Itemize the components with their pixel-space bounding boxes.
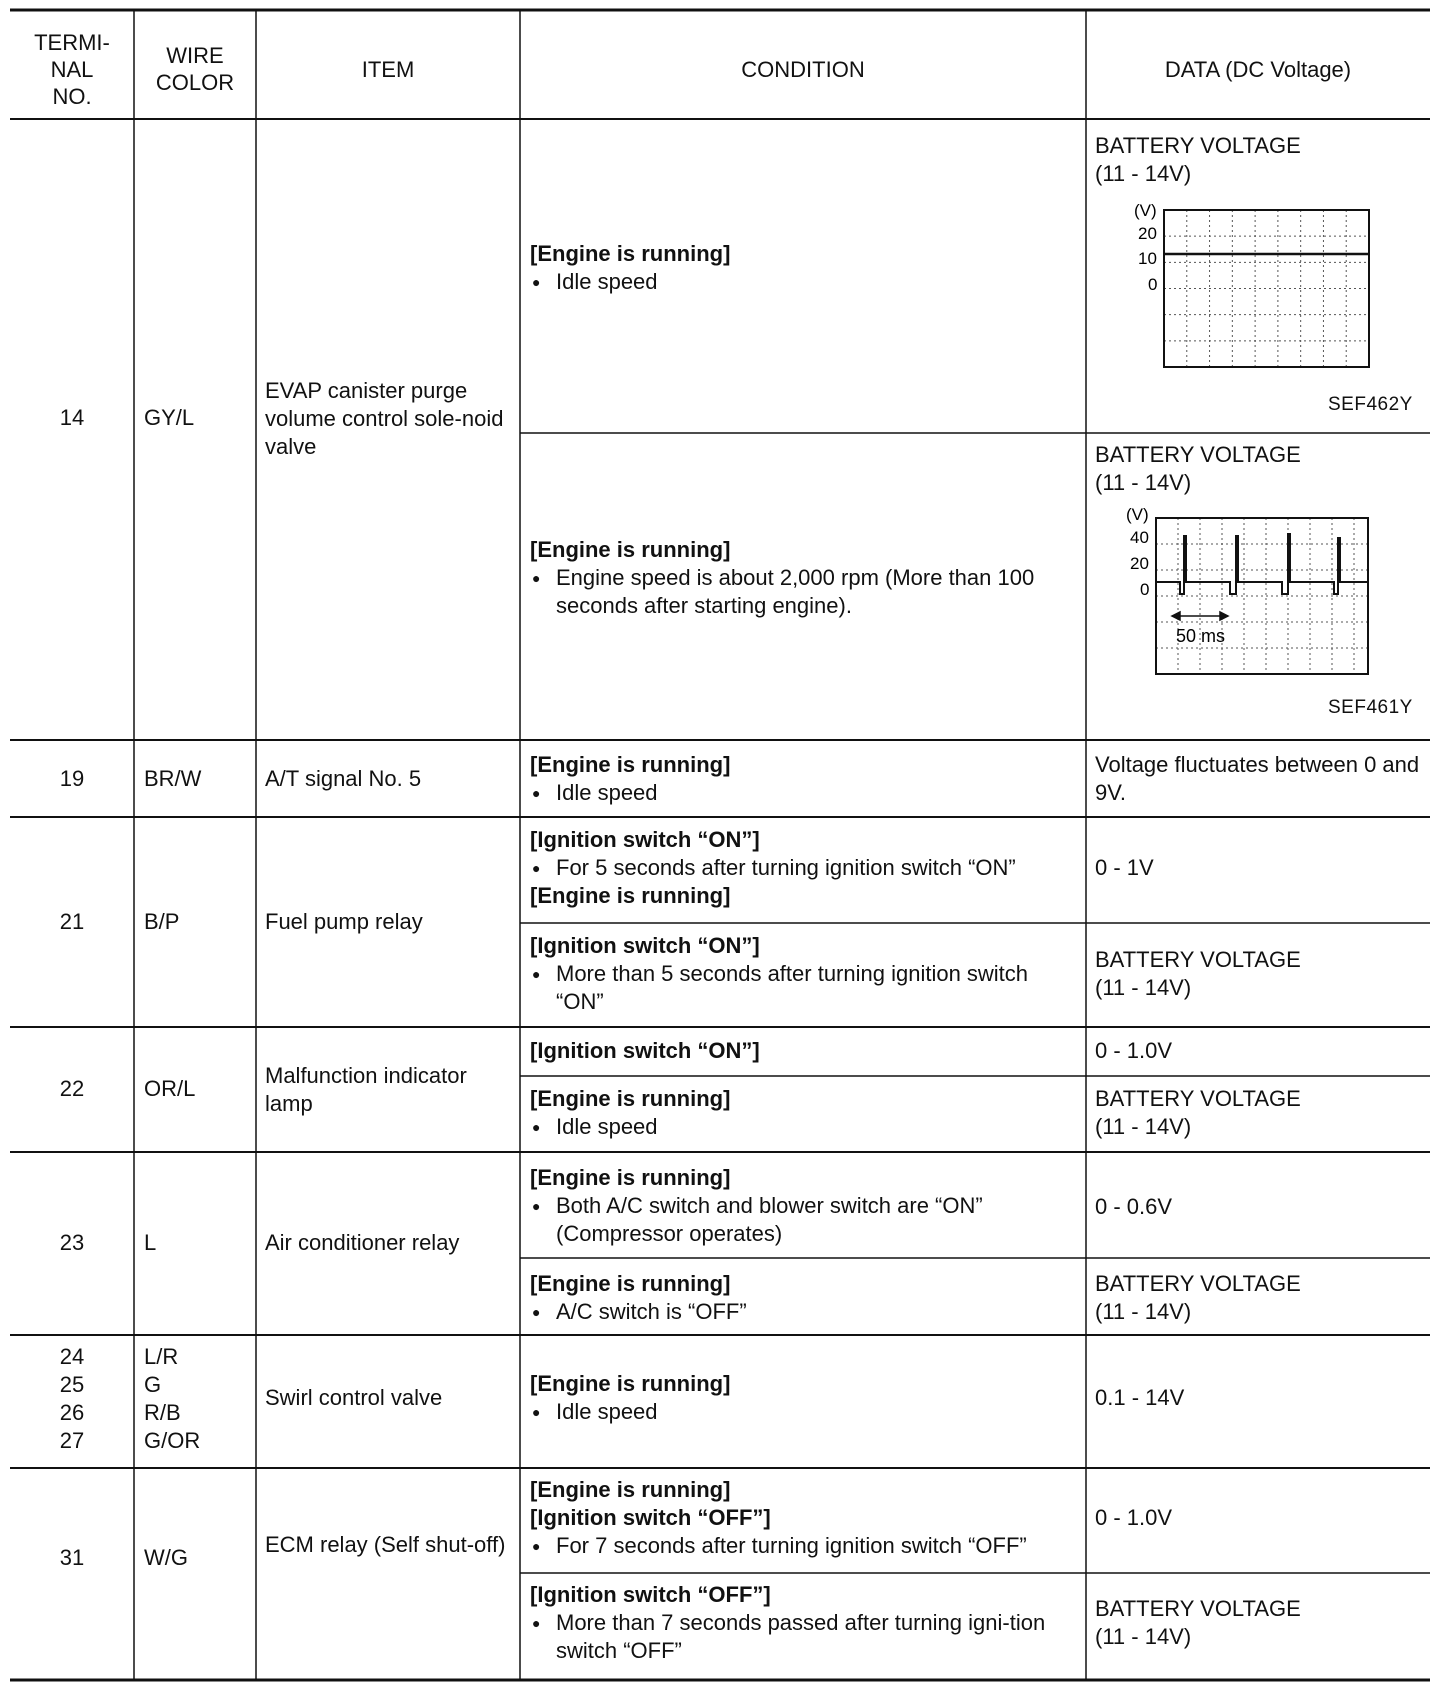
header-terminal-no	[10, 22, 134, 116]
condition-heading: [Engine is running]	[530, 1477, 731, 1502]
condition-bullet: ● For 5 seconds after turning ignition switch “ON”	[530, 854, 1080, 882]
wire-color: W/G	[144, 1545, 188, 1570]
condition	[520, 932, 1086, 1016]
data-line: (11 - 14V)	[1095, 161, 1192, 186]
condition-bullet: ● Both A/C switch and blower switch are “ON” (Compressor operates)	[530, 1192, 1080, 1248]
header-terminal-line1: TERMI-	[34, 29, 110, 55]
condition	[520, 1370, 1086, 1426]
condition-bullet: ● Idle speed	[530, 1398, 1080, 1426]
condition-heading: [Engine is running]	[530, 1165, 731, 1190]
item-name: Swirl control valve	[265, 1385, 443, 1410]
graph-unit: (V)	[1126, 505, 1149, 524]
graph-tick: 20	[1130, 554, 1149, 573]
condition-bullet: ● A/C switch is “OFF”	[530, 1298, 1080, 1326]
data-value: Voltage fluctuates between 0 and 9V.	[1095, 752, 1420, 805]
wire-color-list	[134, 1343, 256, 1455]
item-name: EVAP canister purge volume control sole-noid valve	[265, 378, 504, 459]
data-line: BATTERY VOLTAGE	[1095, 947, 1301, 972]
condition-bullet: ● Idle speed	[530, 268, 1080, 296]
condition	[520, 1164, 1086, 1248]
header-terminal-line3: NO.	[52, 83, 92, 109]
header-wire-line2: COLOR	[155, 70, 235, 95]
oscilloscope-graph-idle	[1110, 192, 1370, 372]
terminal-no: 31	[59, 1545, 85, 1570]
graph-tick: 10	[1138, 249, 1157, 268]
wire-color: BR/W	[144, 766, 202, 791]
terminal-no: 22	[59, 1076, 85, 1101]
condition-heading: [Engine is running]	[530, 752, 731, 777]
ecm-terminal-table	[10, 8, 1430, 1684]
data-value: 0 - 0.6V	[1095, 1194, 1173, 1219]
header-condition: CONDITION	[741, 56, 865, 82]
wire-color: R/B	[144, 1400, 181, 1425]
wire-color: L	[144, 1230, 157, 1255]
data-line: (11 - 14V)	[1095, 1299, 1192, 1324]
data-value	[1086, 132, 1430, 188]
condition-bullet: ● Idle speed	[530, 1113, 1080, 1141]
terminal-no: 27	[59, 1428, 85, 1453]
condition-heading: [Engine is running]	[530, 883, 731, 908]
condition-bullet: ● Engine speed is about 2,000 rpm (More than 100 seconds after starting engine).	[530, 564, 1080, 620]
graph-scale-label: 50 ms	[1176, 626, 1226, 646]
graph-tick: 0	[1148, 275, 1158, 294]
wire-color: OR/L	[144, 1076, 196, 1101]
graph-tick: 20	[1138, 224, 1157, 243]
terminal-no: 14	[59, 405, 85, 430]
graph-tick: 0	[1140, 580, 1150, 599]
condition-heading: [Engine is running]	[530, 1371, 731, 1396]
header-data: DATA (DC Voltage)	[1164, 56, 1352, 82]
condition-heading: [Ignition switch “OFF”]	[530, 1505, 771, 1530]
data-value	[1086, 946, 1430, 1002]
data-line: BATTERY VOLTAGE	[1095, 1086, 1301, 1111]
terminal-no: 26	[59, 1400, 85, 1425]
data-value	[1086, 441, 1430, 497]
oscilloscope-graph-2000rpm	[1110, 498, 1370, 698]
terminal-no: 23	[59, 1230, 85, 1255]
wire-color: B/P	[144, 909, 180, 934]
wire-color: G	[144, 1372, 162, 1397]
wire-color: G/OR	[144, 1428, 201, 1453]
data-line: (11 - 14V)	[1095, 1114, 1192, 1139]
item-name: ECM relay (Self shut-off)	[265, 1532, 506, 1557]
data-line: BATTERY VOLTAGE	[1095, 1596, 1301, 1621]
data-value	[1086, 1085, 1430, 1141]
item-name: A/T signal No. 5	[265, 766, 422, 791]
condition-bullet: ● Idle speed	[530, 779, 1080, 807]
header-terminal-line2: NAL	[50, 56, 94, 82]
condition-heading: [Engine is running]	[530, 1271, 731, 1296]
data-line: (11 - 14V)	[1095, 470, 1192, 495]
condition	[520, 751, 1086, 807]
condition-bullet: ● More than 5 seconds after turning ignition switch “ON”	[530, 960, 1080, 1016]
condition	[520, 826, 1086, 910]
data-value: 0 - 1V	[1095, 855, 1154, 880]
condition-bullet: ● More than 7 seconds passed after turning igni-tion switch “OFF”	[530, 1609, 1080, 1665]
condition-heading: [Ignition switch “OFF”]	[530, 1582, 771, 1607]
terminal-no: 21	[59, 909, 85, 934]
condition-heading: [Ignition switch “ON”]	[530, 1038, 760, 1063]
figure-code: SEF462Y	[1328, 394, 1413, 415]
graph-unit: (V)	[1134, 201, 1157, 220]
data-line: BATTERY VOLTAGE	[1095, 1271, 1301, 1296]
condition	[520, 240, 1086, 296]
item-name: Air conditioner relay	[265, 1230, 460, 1255]
graph-tick: 40	[1130, 528, 1149, 547]
data-value: 0 - 1.0V	[1095, 1505, 1173, 1530]
data-line: (11 - 14V)	[1095, 1624, 1192, 1649]
data-value: 0.1 - 14V	[1095, 1385, 1185, 1410]
figure-code: SEF461Y	[1328, 697, 1413, 718]
terminal-no: 25	[59, 1372, 85, 1397]
condition-heading: [Ignition switch “ON”]	[530, 827, 760, 852]
header-wire-color	[134, 22, 256, 116]
condition	[520, 536, 1086, 620]
condition-heading: [Engine is running]	[530, 241, 731, 266]
data-value: 0 - 1.0V	[1095, 1038, 1173, 1063]
wire-color: GY/L	[144, 405, 195, 430]
data-line: BATTERY VOLTAGE	[1095, 442, 1301, 467]
data-value	[1086, 1595, 1430, 1651]
condition-bullet: ● For 7 seconds after turning ignition switch “OFF”	[530, 1532, 1080, 1560]
item-name: Fuel pump relay	[265, 909, 423, 934]
graph-trace	[1156, 534, 1368, 594]
condition	[520, 1476, 1086, 1560]
condition	[520, 1037, 1086, 1065]
condition-heading: [Ignition switch “ON”]	[530, 933, 760, 958]
terminal-no-list	[10, 1343, 134, 1455]
data-line: (11 - 14V)	[1095, 975, 1192, 1000]
wire-color: L/R	[144, 1344, 179, 1369]
condition	[520, 1270, 1086, 1326]
header-wire-line1: WIRE	[166, 43, 224, 68]
data-value	[1086, 1270, 1430, 1326]
header-item: ITEM	[361, 56, 415, 82]
condition	[520, 1581, 1086, 1665]
condition-heading: [Engine is running]	[530, 1086, 731, 1111]
condition-heading: [Engine is running]	[530, 537, 731, 562]
item-name: Malfunction indicator lamp	[265, 1063, 467, 1116]
terminal-no: 19	[59, 766, 85, 791]
terminal-no: 24	[59, 1344, 85, 1369]
data-line: BATTERY VOLTAGE	[1095, 133, 1301, 158]
condition	[520, 1085, 1086, 1141]
